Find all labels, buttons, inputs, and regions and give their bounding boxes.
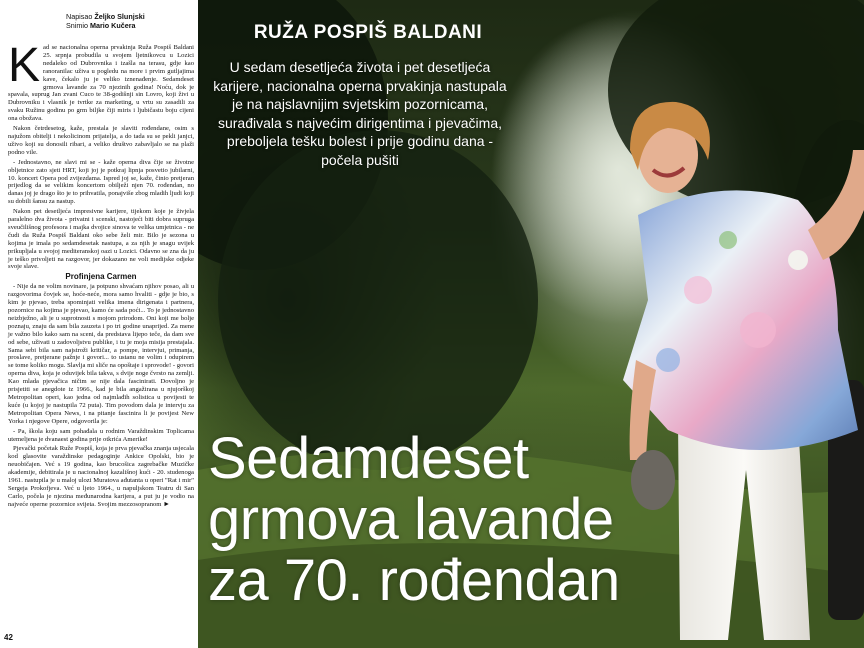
article-credits bbox=[66, 12, 196, 30]
writer-role: Napisao bbox=[66, 12, 93, 21]
page-number: 42 bbox=[4, 633, 13, 642]
photographer-name: Mario Kučera bbox=[89, 21, 136, 30]
article-text-column bbox=[0, 0, 198, 648]
continue-arrow-icon: ► bbox=[163, 499, 171, 508]
title-line: grmova lavande bbox=[208, 487, 614, 552]
article-paragraph: - Jednostavno, ne slavi mi se - kaže operna diva čije se životne obljetnice zato sjeti HRT, koji joj je potkraj lipnja posvetio jubilarni, 10. koncert Opera pod zvijezdama. Ispred joj se, kaže, činio pretjeran prijedlog da se velikim koncertom obilježi njen 70. rođendan, no danas joj je drago što je to prihvatila, ponajviše zbog mladih ljudi koji su dobili šansu za nastup. bbox=[8, 158, 194, 206]
title-line: za 70. rođendan bbox=[208, 548, 620, 613]
feature-header bbox=[228, 22, 508, 44]
article-body bbox=[8, 39, 194, 511]
title-line: Sedamdeset bbox=[208, 426, 529, 491]
article-paragraph: Nakon četrdesetog, kaže, prestala je slaviti rođendane, osim s najužom obitelji i nekolicinom prijatelja, a do tada su se pekli janjci, uživo koji su donosili ribari, a veliko društvo zabavljalo se na plaži podno vile. bbox=[8, 125, 194, 156]
feature-photo bbox=[198, 0, 864, 648]
article-paragraph: Pjevački početak Ruže Pospiš, koja je prva pjevačka znanja usjecala kod glasovite varaždinske pedagoginje Ankice Opolski, bio je neuobičajen. Već s 19 godina, kao brucošica zagrebačke Muzičke akademije, debitirala je u nacionalnoj kazališnoj kući - 20. studenoga 1961. nastupila je u maloj ulozi Muratova ađutanta u operi "Rat i mir" Sergeja Prokofjeva. Već u ljeto 1964., u napuljskom Teatru di San Carlo, počela je njezina međunarodna karijera, a put ju je vodio na najveće operne pozornice svijeta. Svojim mezzosopranom ► bbox=[8, 445, 194, 508]
article-paragraph: Kad se nacionalna operna prvakinja Ruža Pospiš Baldani 25. srpnja probudila u svojem ljetnikovcu u Lozici nedaleko od Dubrovnika i izašla na terasu, gdje kao ranoranilac uživa u pogledu na more i prvim gutljajima kave, čekalo ju je veliko iznenađenje. Sedamdeset grmova lavande za 70 njezinih godina! Noću, dok je spavala, suprug Jan zvani Cuco te 38-godišnji sin Lovro, koji živi u Dubrovniku i vlasnik je tvrtke za marketing, u vrtu su zasadili za svaku Ružinu godinu po grm biljke čiji miris i ljubičastu boju cijeni ona obožava. bbox=[8, 39, 194, 123]
feature-name: RUŽA POSPIŠ BALDANI bbox=[253, 22, 483, 43]
writer-name: Željko Slunjski bbox=[94, 12, 145, 21]
feature-lead: U sedam desetljeća života i pet desetljeća karijere, nacionalna operna prvakinja nastupala je na najslavnijim svjetskim pozornicama, surađivala s najvećim dirigentima i pjevačima, preboljela tešku bolest i prije godinu dana - počela pušiti bbox=[213, 59, 507, 168]
photographer-role: Snimio bbox=[66, 21, 88, 30]
feature-title bbox=[208, 428, 728, 611]
article-paragraph: - Pa, škola koju sam pohađala u rodnim Varaždinskim Toplicama utemeljena je dvanaest godina prije otkrića Amerike! bbox=[8, 427, 194, 443]
drop-cap: K bbox=[8, 39, 41, 92]
article-paragraph: Nakon pet desetljeća impresivne karijere, tijekom koje je živjela paralelno dva života - privatni i scenski, nastojeći biti dobra supruga sveučilišnog profesora i majka dvojice sinova te velika umjetnica - ne čudi da Ruža Pospiš Baldani oko sebe želi mir. Bilo je sezona u kojima je imala po sedamdesetak nastupa, a za njih je snagu uvijek prikupljala u svojoj mediteranskoj oazi u Lozici. Odavno se zna da ju je teško privoljeti na razgovor, jer dokazano ne voli medijske odjeke svoje slave. bbox=[8, 208, 194, 271]
article-subhead: Profinjena Carmen bbox=[65, 272, 137, 282]
article-paragraph: - Nije da ne volim novinare, ja potpuno shvaćam njihov posao, ali u razgovorima čovjek se, hoće-neće, mora samo hvaliti - gdje je bio, s kim je pjevao, treba spominjati velika imena dirigenata i partnera, pozornice na kojima je pjevao, kamo će sada poći... To je jednostavno neizbježno, ali je u suprotnosti s mojom prirodom. Oni koji me bolje poznaju, znaju da sam bila zauzeta i po tri godine unaprijed. Za mene je važno bilo kako sam na sceni, da predstava lijepo teče, da dam sve od sebe, uživati u zadovoljstvu publike, i tu je moja misija prestajala. Sama sebi bila sam najstroži kritičar, a pompe, intervjui, primanja, proslave, pretjerane pažnje i govori... to ustanu ne volim i odupirem se tome koliko mogu. Slavlja mi sliče na opoštaje i sprovode! - govori operna diva, koja je oduvijek bila takva, s dvije noge čvrsto na zemlji. Kao mlada pjevačica ničim se nije dala fascinirati. Dovoljno je prisjetiti se anegdote iz 1966., kad je bila angažirana u njujorškoj Metropolitan operi, kao jedna od najmlađih solistica u povijesti te kuće (u kojoj je nastupila 72 puta). Tim povodom dala je intervju za Metropolitan Opera News, i na pitanje fascinira li je povijest New Yorka i njegove Opere, odgovorila je: bbox=[8, 283, 194, 425]
